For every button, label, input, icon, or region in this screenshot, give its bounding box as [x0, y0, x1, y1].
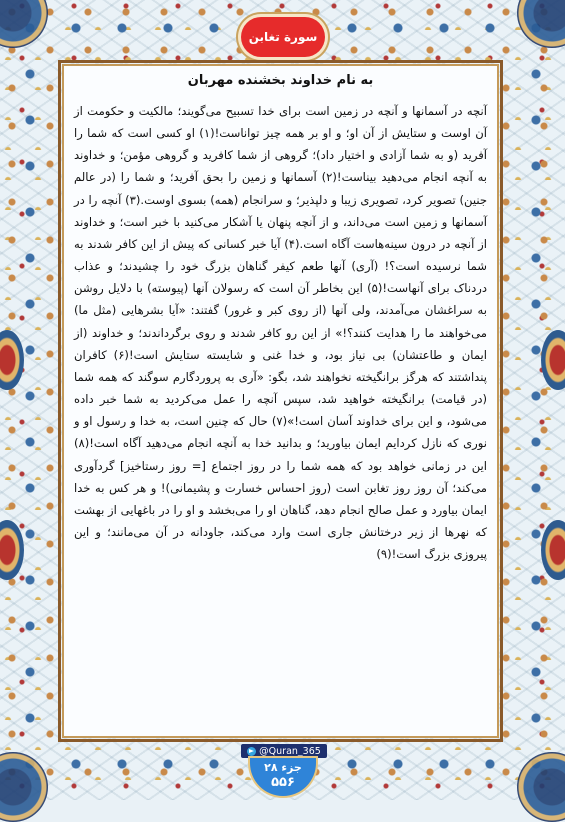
verses-text: آنچه در آسمانها و آنچه در زمین است برای خدا تسبیح می‌گویند؛ مالکیت و حکومت از آن اوست و ستایش از آن او؛ و او بر همه چیز تواناست!(۱) او کسی است که شما را آفرید (و به شما آزادی و اختیار داد)؛ گروهی از شما کافرید و گروهی مؤمن؛ و خداوند به آنچه انجام می‌دهید بیناست!(۲) آسمانها و زمین را بحق آفرید؛ و شما را (در عالم جنین) تصویر کرد، تصویری زیبا و دلپذیر؛ و سرانجام (همه) بسوی اوست.(۳) آنچه را در آسمانها و زمین است می‌داند، و از آنچه پنهان یا آشکار می‌کنید با خبر است؛ و خداوند از آنچه در درون سینه‌هاست آگاه است.(۴) آیا خبر کسانی که پیش از این کافر شدند به شما نرسیده است؟! (آری) آنها طعم کیفر گناهان بزرگ خود را چشیدند؛ و عذاب دردناک برای آنهاست!(۵) این بخاطر آن است که رسولان آنها (پیوسته) با دلایل روشن به سراغشان می‌آمدند، ولی آنها (از روی کبر و غرور) گفتند: «آیا بشرهایی (مثل ما) می‌خواهند ما را هدایت کنند؟!» از این رو کافر شدند و روی برگرداندند؛ و خداوند (از ایمان و طاعتشان) بی نیاز بود، و خدا غنی و شایسته ستایش است!(۶) کافران پنداشتند که هرگز برانگیخته نخواهند شد، بگو: «آری به پروردگارم سوگند که همه شما (در قیامت) برانگیخته خواهید شد، سپس آنچه را عمل می‌کردید به شما خبر داده می‌شود، و این برای خداوند آسان است!»(۷) حال که چنین است، به خدا و رسول او و نوری که نازل کردایم ایمان بیاورید؛ و بدانید خدا به آنچه انجام می‌دهید آگاه است!(۸) این در زمانی خواهد بود که همه شما را در روز اجتماع [= روز رستاخیز] گردآوری می‌کند؛ آن روز روز تغابن است (روز احساس خسارت و پشیمانی)! و هر کس به خدا ایمان بیاورد و عمل صالح انجام دهد، گناهان او را می‌بخشد و او را در باغهایی از بهشت که نهرها از زیر درختانش جاری است وارد می‌کند، جاودانه در آن می‌مانند؛ و این پیروزی بزرگ است!(۹) [74, 104, 488, 562]
telegram-icon [247, 747, 256, 756]
surah-title-badge: سورة تغابن [241, 17, 325, 57]
page-number: ۵۵۶ [271, 775, 295, 790]
verses-panel [62, 64, 499, 738]
juz-label: جزء ۲۸ [264, 761, 302, 774]
channel-tag[interactable] [241, 744, 327, 758]
channel-handle: @Quran_365 [259, 745, 321, 757]
page-badge [250, 758, 316, 796]
basmala-heading: به نام خداوند بخشنده مهربان [187, 73, 374, 88]
